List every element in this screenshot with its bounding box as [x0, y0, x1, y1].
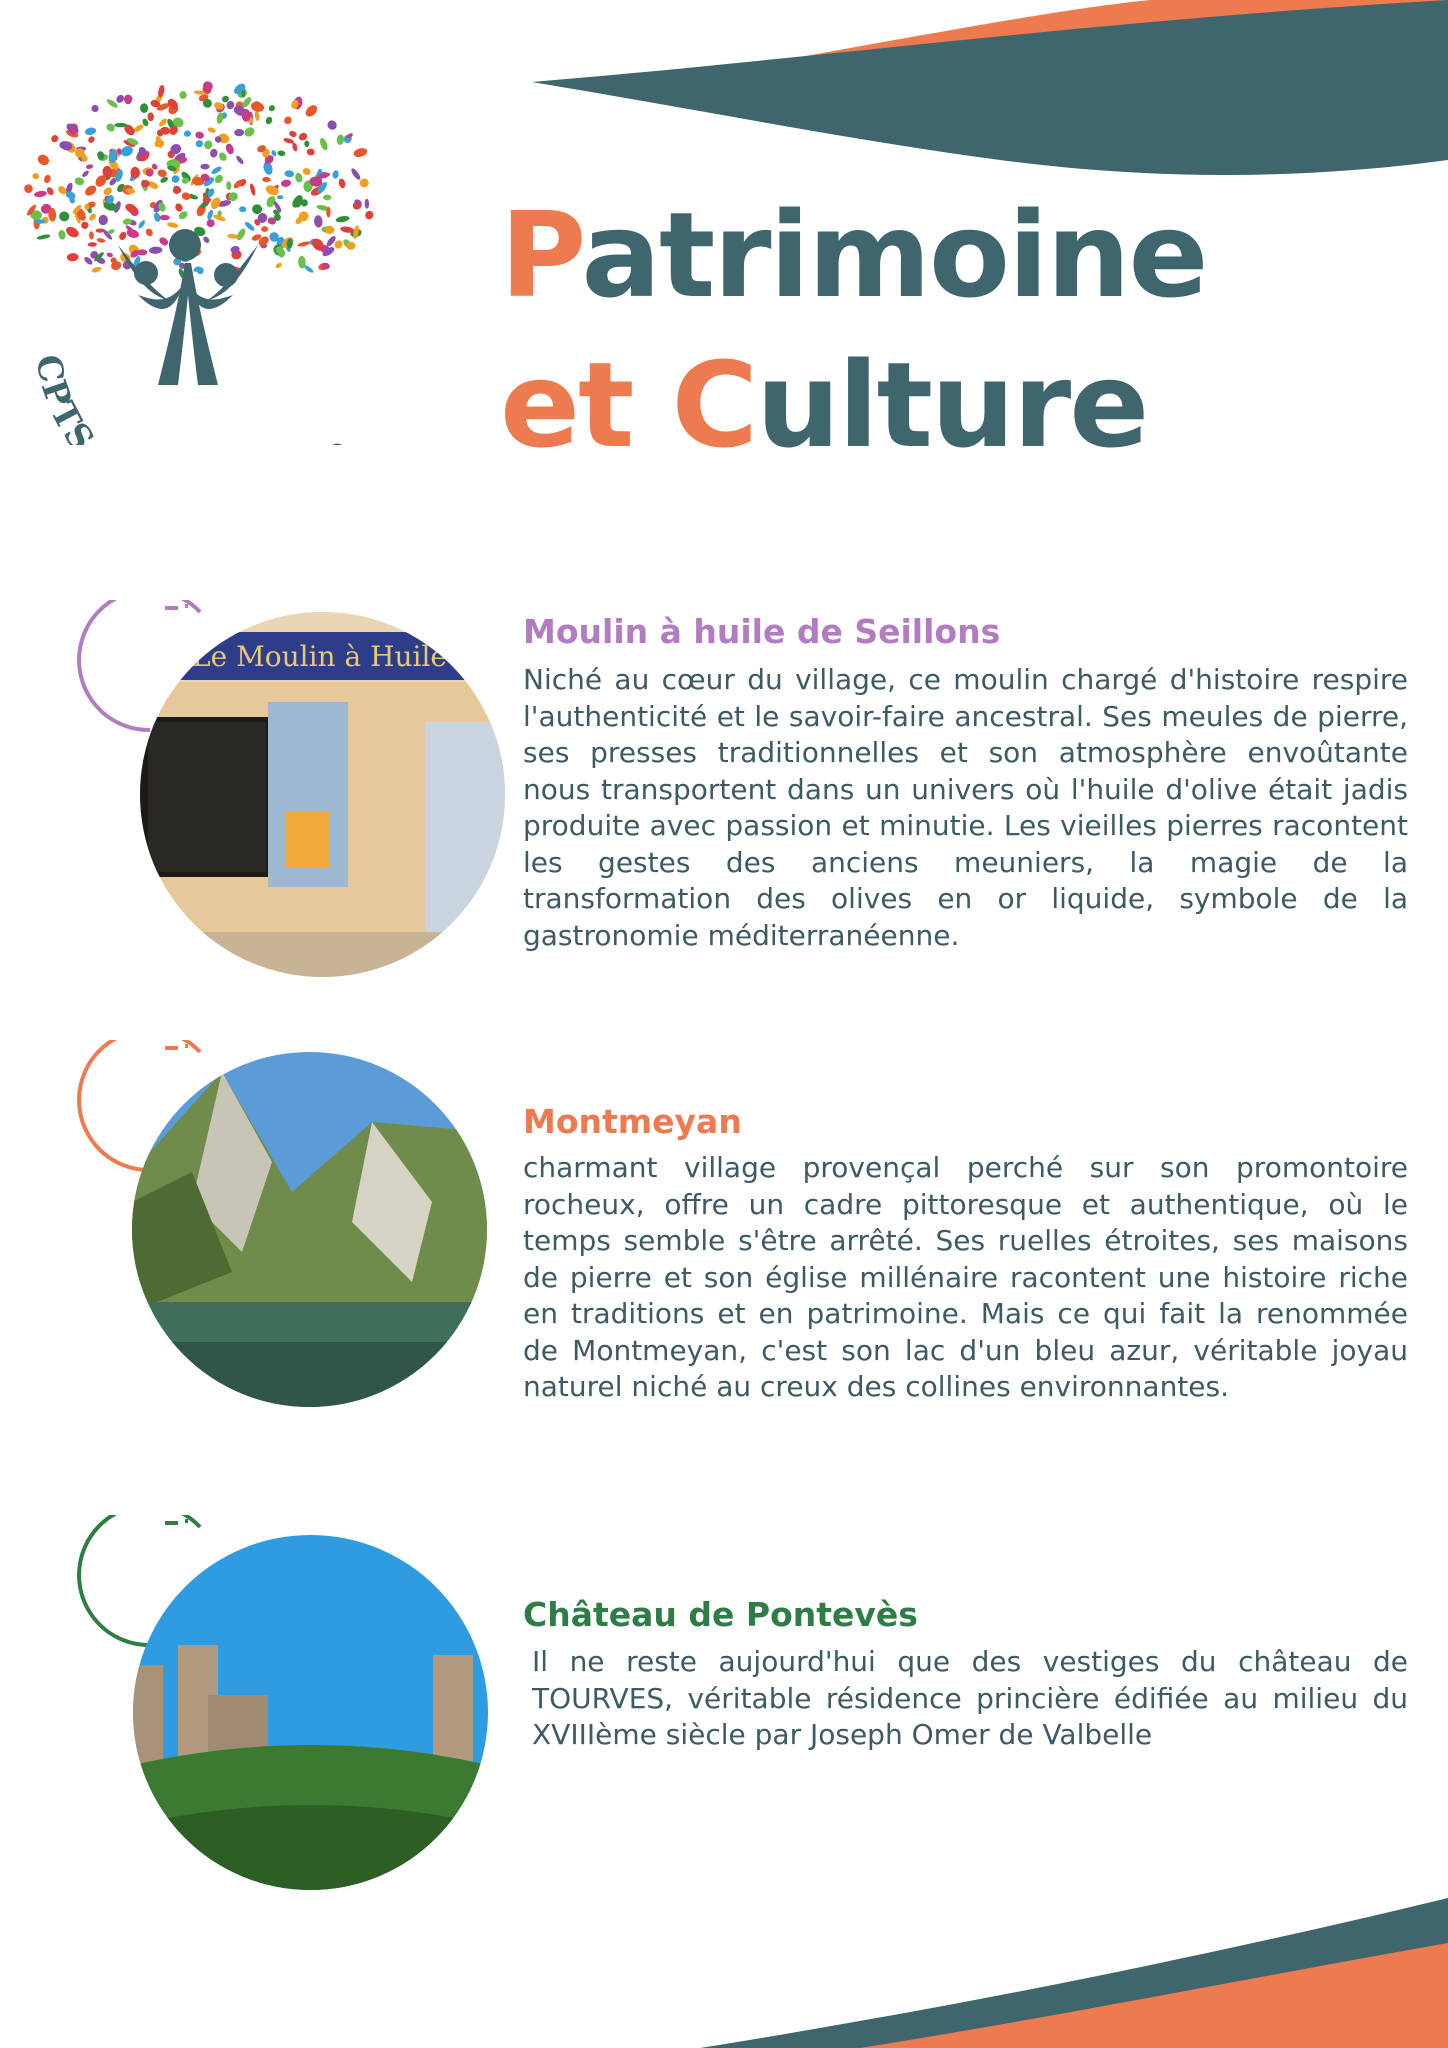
logo-hand-shape [250, 100, 266, 113]
logo-hand-shape [106, 252, 113, 258]
logo-hand-shape [234, 129, 244, 137]
logo-hand-shape [224, 142, 235, 155]
logo-hand-shape [235, 227, 247, 241]
logo-hand-shape [326, 207, 330, 218]
logo-hand-shape [203, 140, 213, 150]
logo-hand-shape [275, 262, 283, 269]
logo-hand-shape [141, 180, 150, 187]
logo-hand-shape [22, 183, 34, 195]
moulin-sign-text: Le Moulin à Huile [192, 640, 447, 673]
logo-hand-shape [89, 231, 94, 239]
logo-hand-shape [217, 151, 228, 162]
logo-hand-shape [172, 186, 181, 195]
title-word-et: et [500, 336, 672, 474]
logo-hand-shape [210, 165, 222, 175]
logo-hand-shape [81, 169, 90, 178]
logo-hand-shape [195, 140, 203, 148]
section-body-moulin: Niché au cœur du village, ce moulin chargé d'histoire respire l'authenticité et le savoir-faire ancestral. Ses meules de pierre, ses presses traditionnelles et son atmosphère envoûtante nous transportent dans un univers où l'huile d'olive était jadis produite avec passion et minutie. Les vieilles pierres racontent les gestes des anciens meuniers, la magie de la transformation des olives en or liquide, symbole de la gastronomie méditerranéenne. [523, 663, 1408, 952]
title-initial-c: C [671, 336, 757, 474]
logo-hand-shape [314, 215, 323, 228]
logo-hand-shape [179, 91, 186, 99]
logo-hand-shape [96, 238, 105, 244]
logo-hand-shape [277, 150, 286, 157]
logo-text: CPTS [27, 351, 103, 445]
logo-hand-shape [183, 130, 191, 137]
logo-hand-shape [326, 119, 339, 132]
logo-hand-shape [239, 206, 247, 212]
logo-hand-shape [84, 204, 89, 210]
logo-hand-shape [172, 175, 180, 183]
logo-hand-shape [83, 183, 98, 197]
logo-hand-shape [353, 147, 369, 159]
logo-hand-shape [338, 178, 347, 189]
logo-hand-shape [283, 115, 293, 126]
logo-hand-shape [64, 225, 80, 240]
logo-hand-shape [288, 130, 297, 138]
logo-hand-shape [265, 116, 274, 126]
logo-hand-shape [244, 221, 256, 232]
logo-hand-shape [118, 231, 128, 242]
logo-hand-shape [50, 134, 60, 144]
logo-hand-shape [306, 148, 315, 156]
logo-hand-shape [67, 253, 79, 262]
logo-hand-shape [98, 215, 108, 226]
logo-hand-shape [213, 173, 224, 185]
svg-text:CPTS Provence Verte [27, 352, 358, 445]
logo-hand-shape [280, 179, 291, 188]
logo-hand-shape [359, 178, 370, 188]
logo-hand-shape [88, 212, 98, 222]
logo-hand-shape [43, 174, 52, 184]
logo-hand-shape [335, 215, 350, 223]
logo-hand-shape [158, 236, 170, 247]
logo-hand-shape [58, 229, 67, 240]
bottom-wave-decoration [0, 1898, 1448, 2048]
logo-hand-shape [323, 195, 331, 201]
logo-hand-shape [261, 226, 268, 232]
logo-hand-shape [332, 170, 339, 180]
logo-hand-shape [167, 221, 179, 228]
logo-hand-shape [85, 164, 93, 170]
logo-hand-shape [114, 123, 127, 127]
section-title-moulin: Moulin à huile de Seillons [523, 612, 1001, 651]
chateau-photo [133, 1535, 488, 1890]
section-title-montmeyan: Montmeyan [523, 1102, 742, 1141]
section-body-montmeyan: charmant village provençal perché sur son promontoire rocheux, offre un cadre pittoresque et authentique, où le temps semble s'être arrêté. Ses ruelles étroites, ses maisons de pierre et son église millénaire racontent une histoire riche en traditions et en patrimoine. Mais ce qui fait la renommée de Montmeyan, c'est son lac d'un bleu azur, véritable joyau naturel niché au creux des collines environnantes. [523, 1151, 1408, 1403]
logo-hand-shape [58, 211, 70, 223]
logo-hand-shape [200, 164, 209, 170]
logo-hand-shape [294, 172, 303, 183]
logo-hand-shape [298, 132, 309, 142]
logo-hand-shape [147, 112, 154, 121]
logo-hand-shape [303, 103, 319, 119]
logo-hand-shape [34, 190, 48, 198]
logo-hand-shape [137, 219, 146, 229]
logo-hand-shape [123, 93, 134, 104]
logo-hand-shape [235, 155, 245, 165]
logo-hand-shape [149, 246, 163, 254]
moulin-photo [140, 612, 505, 977]
page-title [500, 180, 1400, 480]
logo-hand-shape [81, 221, 89, 229]
logo-hand-shape [153, 212, 161, 223]
logo-hand-shape [181, 191, 192, 201]
cpts-logo [18, 45, 393, 445]
logo-hand-shape [304, 140, 309, 147]
logo-hand-shape [365, 199, 370, 209]
section-body-chateau: Il ne reste aujourd'hui que des vestiges du château de TOURVES, véritable résidence princière édifiée au milieu du XVIIIème siècle par Joseph Omer de Valbelle [532, 1645, 1408, 1751]
logo-hand-shape [205, 218, 215, 228]
logo-hand-shape [115, 93, 126, 104]
logo-hand-shape [277, 195, 284, 200]
logo-hand-shape [174, 202, 184, 213]
logo-hand-shape [140, 103, 148, 113]
logo-hand-shape [254, 110, 260, 121]
logo-hand-shape [91, 105, 99, 113]
logo-hand-shape [297, 241, 311, 248]
logo-hand-shape [268, 104, 277, 113]
logo-hand-shape [207, 126, 217, 133]
logo-hand-shape [202, 235, 210, 244]
logo-hand-shape [209, 148, 218, 158]
logo-hand-shape [195, 131, 205, 140]
logo-hand-shape [36, 153, 51, 168]
title-word-patrimoine: atrimoine [581, 186, 1207, 324]
logo-hand-shape [249, 183, 257, 196]
logo-hand-shape [74, 176, 85, 186]
section-title-chateau: Château de Pontevès [523, 1595, 918, 1634]
logo-hand-shape [226, 181, 232, 190]
logo-hand-shape [302, 167, 312, 176]
logo-hand-shape [144, 227, 154, 237]
logo-hand-shape [87, 135, 96, 144]
logo-hand-shape [45, 186, 55, 196]
logo-hand-shape [206, 209, 214, 220]
logo-hand-shape [243, 125, 257, 138]
logo-hand-shape [82, 155, 88, 161]
logo-hand-shape [159, 215, 169, 221]
logo-hand-shape [36, 234, 50, 241]
logo-hand-shape [262, 177, 270, 182]
logo-hand-shape [284, 170, 294, 178]
logo-hand-shape [88, 242, 97, 247]
logo-hand-shape [32, 172, 40, 180]
logo-hand-shape [291, 142, 298, 152]
logo-hand-shape [105, 122, 117, 133]
montmeyan-photo [132, 1052, 487, 1407]
logo-hand-shape [91, 266, 102, 274]
logo-hand-shape [157, 168, 168, 178]
title-initial-p: P [500, 186, 582, 324]
logo-hand-shape [158, 117, 168, 127]
logo-hand-shape [350, 167, 362, 181]
title-word-culture: ulture [756, 336, 1148, 474]
logo-hand-shape [364, 210, 374, 221]
logo-hand-shape [84, 126, 97, 136]
logo-hand-shape [318, 137, 329, 151]
logo-hand-shape [336, 134, 344, 145]
